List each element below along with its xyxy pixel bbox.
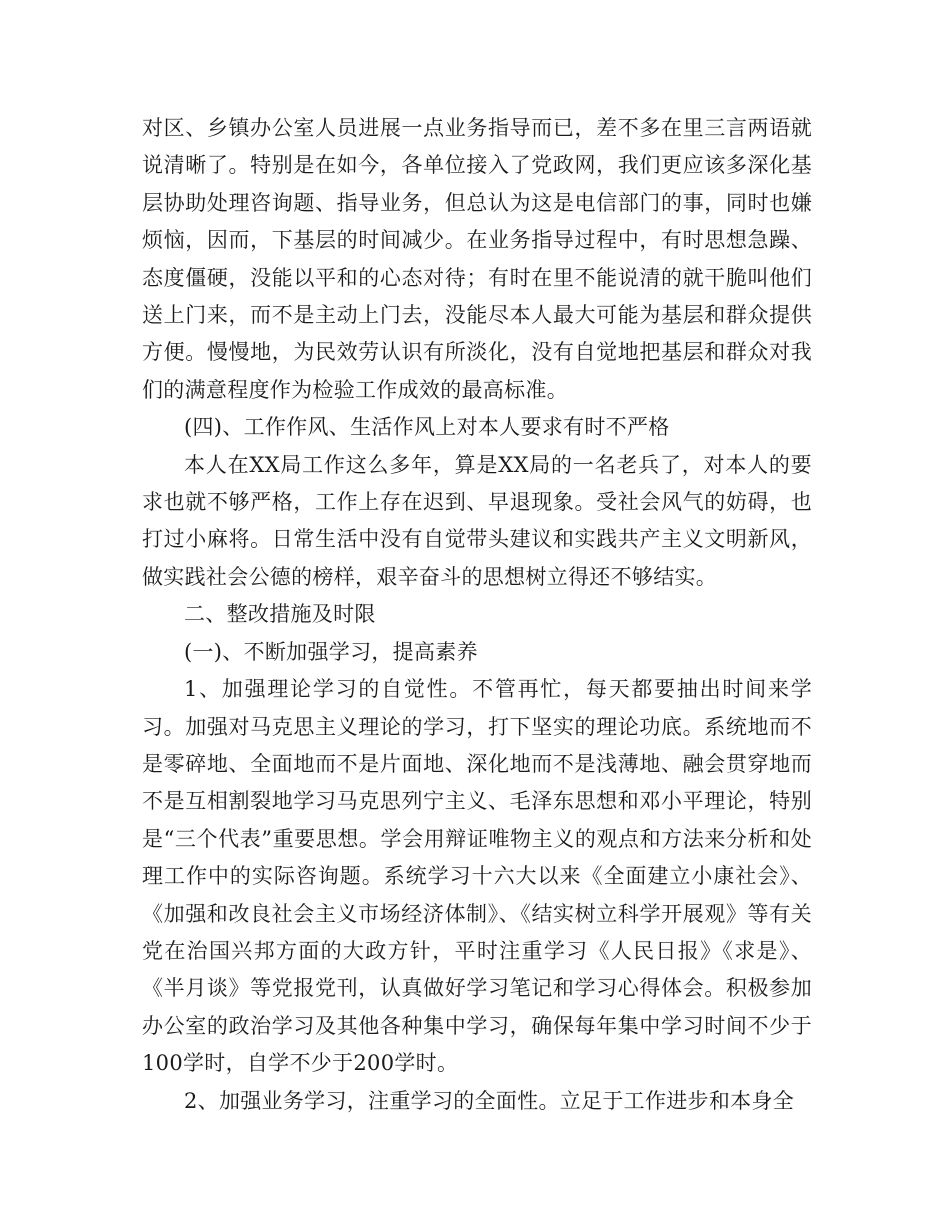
section-heading-2: 二、整改措施及时限 xyxy=(184,602,376,627)
paragraph-2: 本人在XX局工作这么多年，算是XX局的一名老兵了，对本人的要求也就不够严格，工作上存在迟到、早退现象。受社会风气的妨碍，也打过小麻将。日常生活中没有自觉带头建议和实践共产主义文明新风，做实践社会公德的榜样，艰辛奋斗的思想树立得还不够结实。 xyxy=(142,452,812,589)
paragraph-1: 对区、乡镇办公室人员进展一点业务指导而已，差不多在里三言两语就说清晰了。特别是在如今，各单位接入了党政网，我们更应该多深化基层协助处理咨询题、指导业务，但总认为这是电信部门的事，同时也嫌烦恼，因而，下基层的时间减少。在业务指导过程中，有时思想急躁、态度僵硬，没能以平和的心态对待；有时在里不能说清的就干脆叫他们送上门来，而不是主动上门去，没能尽本人最大可能为基层和群众提供方便。慢慢地，为民效劳认识有所淡化，没有自觉地把基层和群众对我们的满意程度作为检验工作成效的最高标准。 xyxy=(142,116,812,402)
subsection-heading-1: (一)、不断加强学习，提高素养 xyxy=(184,639,478,664)
paragraph-4: 2、加强业务学习，注重学习的全面性。立足于工作进步和本身全 xyxy=(184,1088,795,1113)
document-body xyxy=(142,110,812,1120)
section-heading-4: (四)、工作作风、生活作风上对本人要求有时不严格 xyxy=(184,415,670,440)
paragraph-3: 1、加强理论学习的自觉性。不管再忙，每天都要抽出时间来学习。加强对马克思主义理论的学习，打下坚实的理论功底。系统地而不是零碎地、全面地而不是片面地、深化地而不是浅薄地、融会贯穿地而不是互相割裂地学习马克思列宁主义、毛泽东思想和邓小平理论，特别是“三个代表”重要思想。学会用辩证唯物主义的观点和方法来分析和处理工作中的实际咨询题。系统学习十六大以来《全面建立小康社会》、《加强和改良社会主义市场经济体制》、《结实树立科学开展观》等有关党在治国兴邦方面的大政方针，平时注重学习《人民日报》《求是》、《半月谈》等党报党刊，认真做好学习笔记和学习心得体会。积极参加办公室的政治学习及其他各种集中学习，确保每年集中学习时间不少于100学时，自学不少于200学时。 xyxy=(142,677,812,1076)
